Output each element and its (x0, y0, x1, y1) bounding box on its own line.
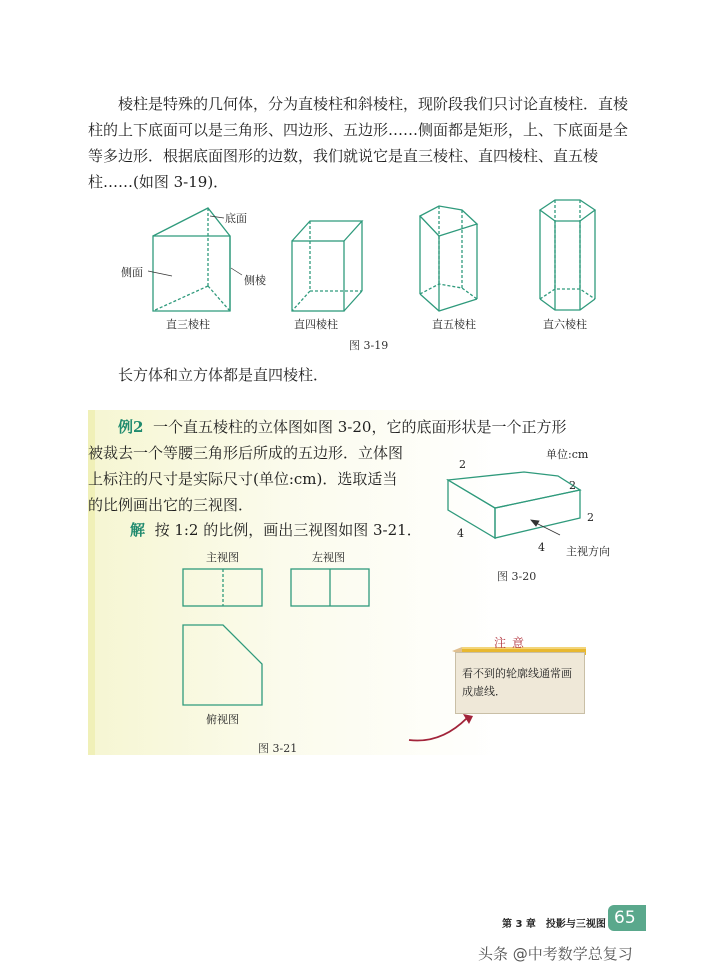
intro-paragraph: 棱柱是特殊的几何体，分为直棱柱和斜棱柱，现阶段我们只讨论直棱柱．直棱柱的上下底面可以是三角形、四边形、五边形……侧面都是矩形，上、下底面是全等多边形．根据底面图形的边数，我们就说它是直三棱柱、直四棱柱、直五棱柱……(如图 3-19)． (88, 95, 629, 191)
solution-title: 解 (130, 521, 146, 539)
pentprism-right-face (495, 490, 580, 538)
caption-3-19: 图 3-19 (349, 339, 389, 352)
leader-side-face (148, 271, 172, 276)
caption-3-20: 图 3-20 (497, 570, 537, 583)
left-view-label: 左视图 (312, 551, 345, 564)
dim-right-height: 2 (587, 511, 594, 524)
solution-line (130, 517, 450, 543)
example-line-2: 被裁去一个等腰三角形后所成的五边形．立体图 (88, 444, 404, 462)
example-line-3: 上标注的尺寸是实际尺寸(单位:cm)．选取适当 (88, 470, 398, 488)
example-title: 例2 (118, 418, 144, 436)
label-side-edge: 侧棱 (244, 274, 266, 287)
pent-prism-top (420, 206, 477, 236)
pentprism-front-face (448, 480, 495, 538)
label-side-face: 侧面 (121, 266, 143, 279)
name-quad-prism: 直四棱柱 (294, 318, 338, 331)
unit-label: 单位:cm (546, 448, 589, 461)
name-pent-prism: 直五棱柱 (432, 318, 476, 331)
figure-3-20 (440, 460, 600, 550)
watermark: 头条 @中考数学总复习 (478, 945, 633, 963)
example-line-4: 的比例画出它的三视图． (88, 496, 254, 514)
name-hex-prism: 直六棱柱 (543, 318, 587, 331)
dim-left-length: 4 (457, 527, 464, 540)
name-tri-prism: 直三棱柱 (166, 318, 210, 331)
figure-3-19 (100, 196, 620, 326)
footer-chapter: 第 3 章 投影与三视图 (502, 919, 606, 930)
statement: 长方体和立方体都是直四棱柱． (118, 366, 329, 384)
dim-top-left: 2 (459, 458, 466, 471)
leader-side-edge (231, 268, 242, 275)
tri-prism-front-face (153, 236, 230, 311)
solution-text: 按 1:2 的比例，画出三视图如图 3-21． (154, 521, 422, 539)
top-view-outline (183, 625, 262, 705)
dim-bottom-width: 4 (538, 541, 545, 554)
dim-top-right: 2 (569, 479, 576, 492)
example-line-1 (118, 414, 638, 440)
quad-prism-front (292, 241, 344, 311)
view-direction-label: 主视方向 (566, 545, 610, 558)
top-view-label: 俯视图 (206, 713, 239, 726)
tri-prism-top (153, 208, 230, 236)
leader-base (210, 216, 224, 218)
note-title: 注意 (494, 636, 531, 650)
pentprism-top-face (448, 472, 580, 508)
example-line-1-text: 一个直五棱柱的立体图如图 3-20，它的底面形状是一个正方形 (152, 418, 567, 436)
caption-3-21: 图 3-21 (258, 742, 298, 755)
hex-prism-top (540, 200, 595, 221)
curved-arrow-icon (405, 712, 480, 747)
note-text: 看不到的轮廓线通常画成虚线． (462, 667, 572, 698)
figure-3-21 (180, 565, 380, 715)
label-base: 底面 (225, 212, 247, 225)
front-view-label: 主视图 (206, 551, 239, 564)
page-number: 65 (614, 908, 636, 928)
